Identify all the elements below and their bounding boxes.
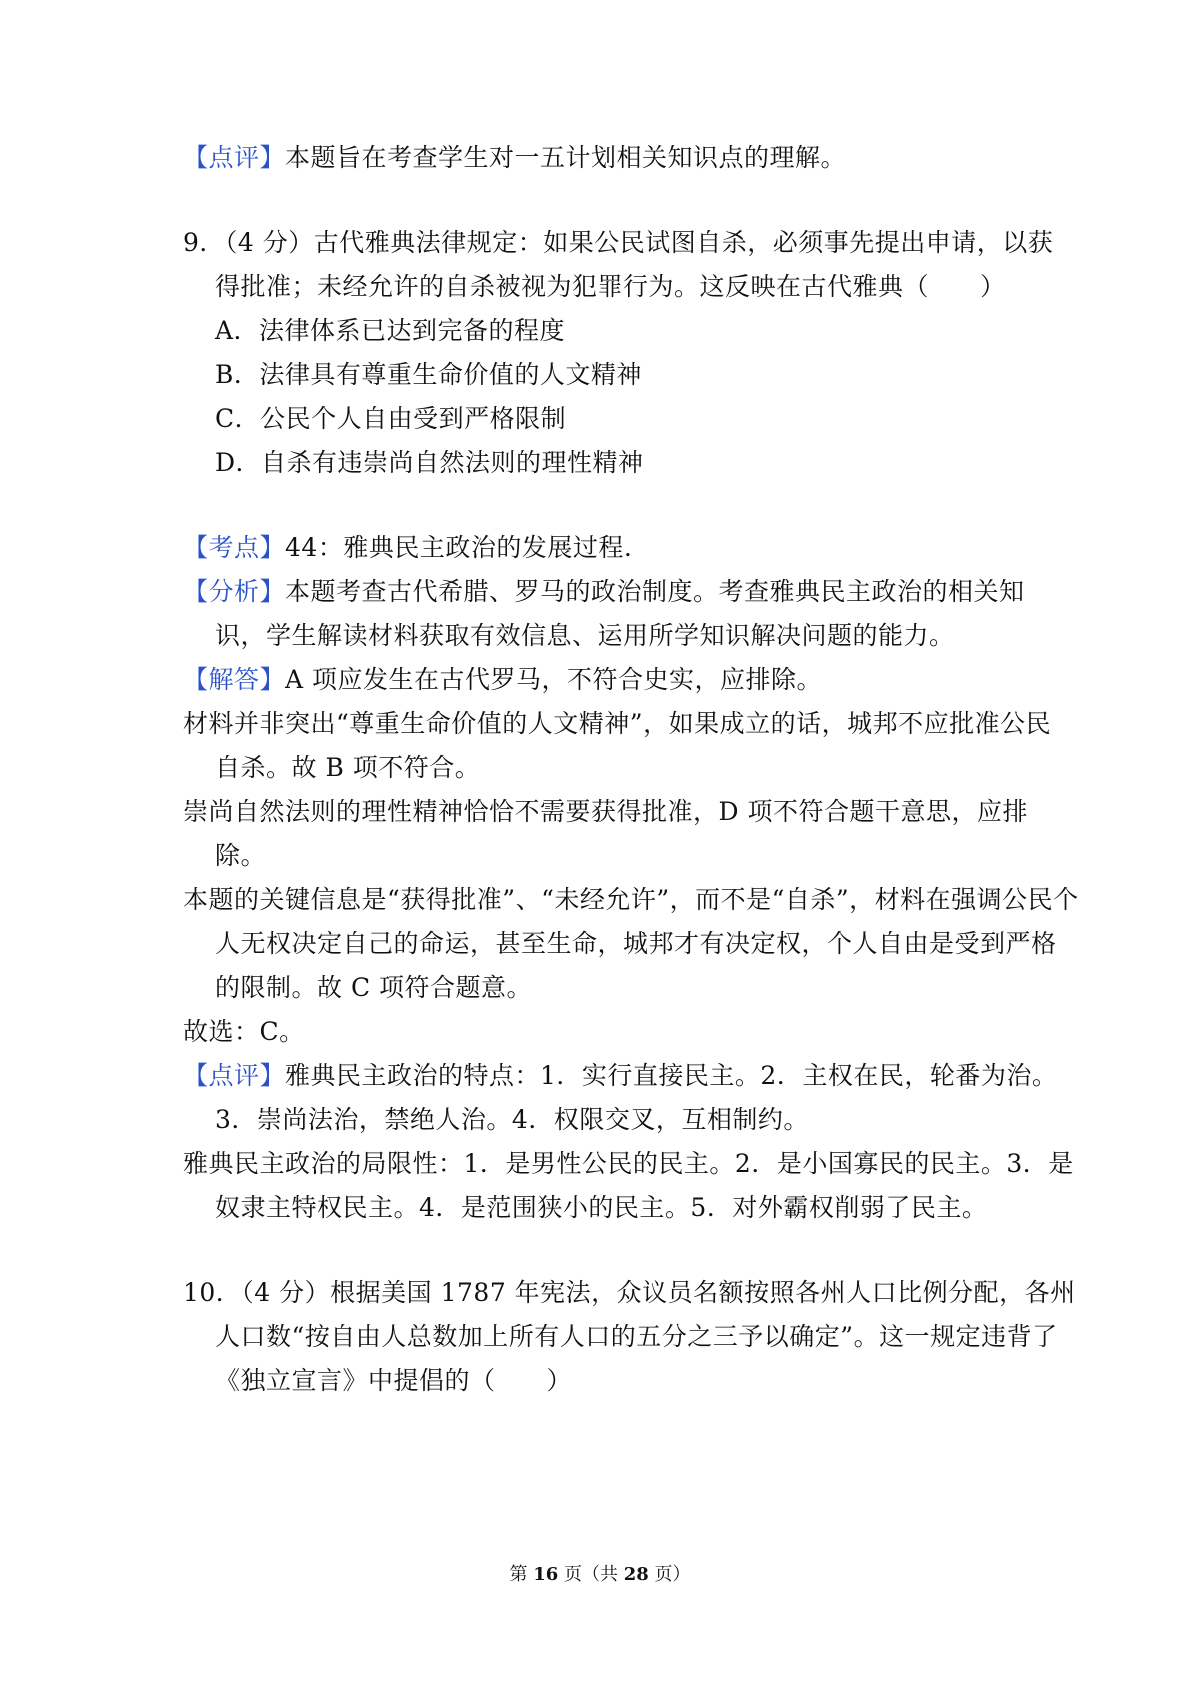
footer-middle: 页（共: [564, 1564, 618, 1585]
question-9-option-a: A．法律体系已达到完备的程度: [215, 316, 566, 345]
review-limitations-cont: 奴隶主特权民主。4．是范围狭小的民主。5．对外霸权削弱了民主。: [215, 1193, 988, 1222]
review-paragraph: [183, 141, 846, 175]
question-10-stem-cont2: 《独立宣言》中提倡的（ ）: [215, 1366, 573, 1395]
knowledge-point-tag: 【考点】: [183, 533, 286, 562]
analysis-tag: 【分析】: [183, 577, 286, 606]
question-9-stem: 9．（4 分）古代雅典法律规定：如果公民试图自杀，必须事先提出申请，以获: [183, 228, 1054, 257]
footer-total-pages: 28: [623, 1564, 649, 1585]
analysis-text-cont: 识，学生解读材料获取有效信息、运用所学知识解决问题的能力。: [215, 621, 955, 650]
question-9-option-d: D．自杀有违崇尚自然法则的理性精神: [215, 448, 644, 477]
question-9-stem-cont: 得批准；未经允许的自杀被视为犯罪行为。这反映在古代雅典（ ）: [215, 272, 1006, 301]
review-paragraph-2: [183, 1059, 1057, 1093]
answer-paragraph-4-cont2: 的限制。故 C 项符合题意。: [215, 973, 533, 1002]
answer-paragraph: [183, 663, 822, 697]
review-text-2: 雅典民主政治的特点：1．实行直接民主。2．主权在民，轮番为治。: [285, 1061, 1058, 1090]
answer-paragraph-4: 本题的关键信息是“获得批准”、“未经允许”，而不是“自杀”，材料在强调公民个: [183, 885, 1079, 914]
footer-suffix: 页）: [654, 1564, 691, 1585]
question-10-stem: 10．（4 分）根据美国 1787 年宪法，众议员名额按照各州人口比例分配，各州: [183, 1278, 1076, 1307]
analysis-text: 本题考查古代希腊、罗马的政治制度。考查雅典民主政治的相关知: [285, 577, 1025, 606]
page-footer: [0, 1563, 1200, 1587]
analysis-paragraph: [183, 575, 1025, 609]
answer-paragraph-2-cont: 自杀。故 B 项不符合。: [215, 753, 481, 782]
answer-text: A 项应发生在古代罗马，不符合史实，应排除。: [285, 665, 823, 694]
review-limitations: 雅典民主政治的局限性：1．是男性公民的民主。2．是小国寡民的民主。3．是: [183, 1149, 1074, 1178]
knowledge-point-text: 44：雅典民主政治的发展过程.: [285, 533, 633, 562]
review-text: 本题旨在考查学生对一五计划相关知识点的理解。: [285, 143, 847, 172]
answer-choice: 故选：C。: [183, 1017, 305, 1046]
question-9-option-c: C．公民个人自由受到严格限制: [215, 404, 567, 433]
footer-prefix: 第: [509, 1564, 528, 1585]
question-9-option-b: B．法律具有尊重生命价值的人文精神: [215, 360, 642, 389]
knowledge-point: [183, 531, 632, 565]
question-10-stem-cont: 人口数“按自由人总数加上所有人口的五分之三予以确定”。这一规定违背了: [215, 1322, 1058, 1351]
review-tag-2: 【点评】: [183, 1061, 286, 1090]
review-tag: 【点评】: [183, 143, 286, 172]
answer-paragraph-3-cont: 除。: [215, 841, 267, 870]
review-text-2-cont: 3．崇尚法治，禁绝人治。4．权限交叉，互相制约。: [215, 1105, 809, 1134]
footer-page-number: 16: [533, 1564, 559, 1585]
answer-paragraph-4-cont: 人无权决定自己的命运，甚至生命，城邦才有决定权，个人自由是受到严格: [215, 929, 1057, 958]
answer-paragraph-2: 材料并非突出“尊重生命价值的人文精神”，如果成立的话，城邦不应批准公民: [183, 709, 1052, 738]
answer-paragraph-3: 崇尚自然法则的理性精神恰恰不需要获得批准，D 项不符合题干意思，应排: [183, 797, 1028, 826]
answer-tag: 【解答】: [183, 665, 286, 694]
